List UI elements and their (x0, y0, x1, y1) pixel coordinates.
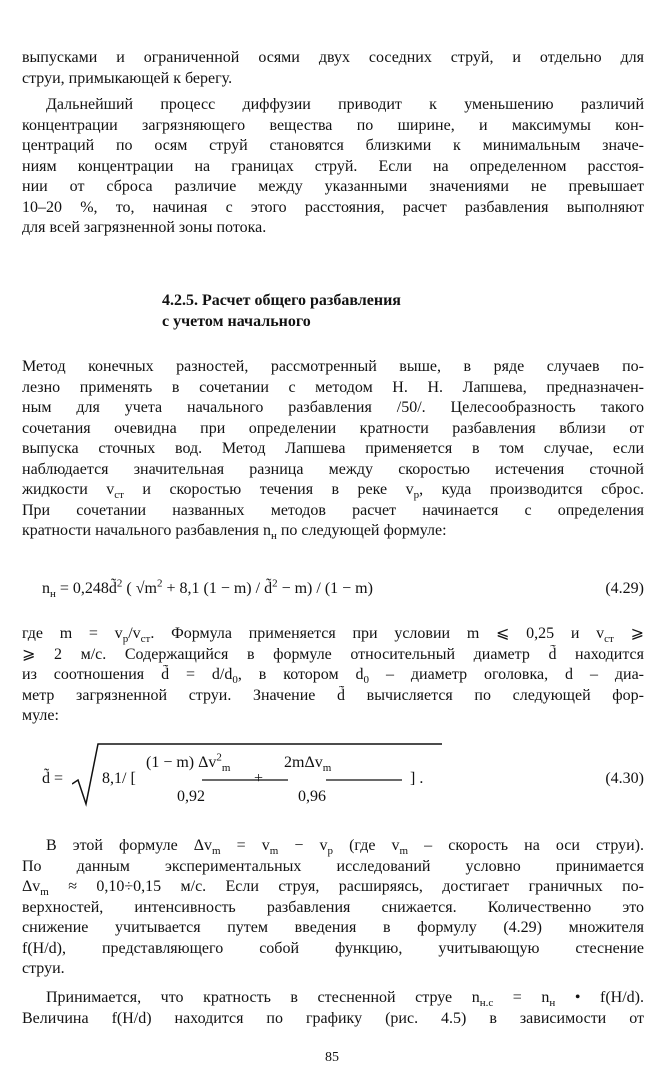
text-line: струи, примыкающей к берегу. (22, 69, 233, 87)
text-line: снижение учитывается путем введения в формулу (4.29) множителя (22, 919, 644, 936)
plus-sign: + (254, 770, 264, 787)
text-line: ⩾ 2 м/с. Содержащийся в формуле относительный диаметр d̃ находится (22, 645, 644, 663)
text-line: из соотношения d̃ = $d/d_0$, в котором $d_0$ – диаметр оголовка, d – диа- (22, 666, 644, 686)
equation-number: (4.30) (605, 770, 644, 787)
paragraph-constrained-jet (22, 988, 644, 1029)
fraction-denominator-1: 0,92 (177, 788, 205, 805)
fraction-numerator-2: 2mΔv$_m$ (284, 754, 332, 775)
text-line: По данным экспериментальных исследований условно принимается (22, 857, 644, 875)
paragraph-where (22, 624, 644, 727)
text-line: жидкости $v_{ст}$ и скоростью течения в реке $v_р$, куда производится сброс. (22, 481, 644, 501)
page-number: 85 (325, 1050, 339, 1065)
paragraph-diffusion (22, 95, 644, 239)
text-line: струи. (22, 960, 65, 977)
text-line: наблюдается значительная разница между скоростью истечения сточной (22, 460, 644, 478)
text-line: Метод конечных разностей, рассмотренный выше, в ряде случаев по- (22, 358, 644, 375)
text-line: метр загрязненной струи. Значение d̃ вычисляется по следующей фор- (22, 686, 644, 704)
text-line: центраций по осям струй становятся близкими к минимальным значе- (22, 137, 644, 154)
text-line: Величина f(H/d) находится по графику (рис. 4.5) в зависимости от (22, 1009, 644, 1027)
paragraph-formula-note (22, 836, 644, 980)
text-line: Дальнейший процесс диффузии приводит к уменьшению различий (46, 96, 644, 113)
equation-4-30 (22, 742, 644, 822)
text-line: лезно применять в сочетании с методом Н. Н. Лапшева, предназначен- (22, 378, 644, 396)
paragraph-method (22, 357, 644, 542)
equation-lhs: d̃ = (42, 770, 64, 787)
paragraph-continuation (22, 48, 644, 89)
heading-line: с учетом начального (162, 313, 311, 330)
heading-line: 4.2.5. Расчет общего разбавления (162, 292, 401, 309)
text-line: верхностей, интенсивность разбавления снижается. Количественно это (22, 898, 644, 916)
text-line: выпусками и ограниченной осями двух соседних струй, и отдельно для (22, 49, 644, 66)
text-line: муле: (22, 707, 59, 724)
fraction-numerator-1: (1 − m) $\Delta v^2_m$ (146, 751, 231, 775)
text-line: сочетания очевидна при определении кратности разбавления вблизи от (22, 419, 644, 437)
text-line: кратности начального разбавления $n_н$ по следующей формуле: (22, 522, 447, 542)
equation-close: ] . (410, 770, 424, 787)
section-heading (162, 290, 401, 332)
text-line: концентрации загрязняющего вещества по ширине, и максимумы кон- (22, 116, 644, 134)
equation-number: (4.29) (605, 580, 644, 597)
text-line: В этой формуле $\Delta v_m = v_m - v_р$ (где $v_m$ – скорость на оси струи). (46, 837, 644, 857)
text-line: выпуска сточных вод. Метод Лапшева применяется в том случае, если (22, 440, 644, 457)
text-line: При сочетании названных методов расчет начинается с определения (22, 501, 644, 519)
text-line: Принимается, что кратность в стесненной струе $n_{н.с} = n_н$ • f(H/d). (46, 989, 644, 1009)
text-line: ниям концентрации на границах струй. Если на определенном расстоя- (22, 157, 644, 175)
text-line: $\Delta v_m \approx 0,10\div 0,15$ м/с. Если струя, расширяясь, достигает граничных по- (22, 878, 644, 898)
fraction-denominator-2: 0,96 (298, 788, 326, 805)
text-line: ным для учета начального разбавления /50/. Целесообразность такого (22, 399, 644, 416)
text-line: нии от сброса различие между указанными значениями не превышает (22, 178, 644, 195)
text-line: где $m = v_р/v_{ст}$. Формула применяется при условии m ⩽ 0,25 и $v_{ст}$ ⩾ (22, 625, 644, 645)
text-line: для всей загрязненной зоны потока. (22, 219, 267, 236)
text-line: f(H/d), представляющего собой функцию, учитывающую стеснение (22, 939, 644, 957)
text-line: 10–20 %, то, начиная с этого расстояния, расчет разбавления выполняют (22, 198, 644, 216)
equation-body: $n_н$ = 0,248d̃$^2$ ( $√m^2 + 8,1$ (1 − m) / d̃$^2$ − m) / (1 − m) (42, 577, 373, 601)
equation-const: 8,1/ [ (102, 770, 136, 787)
